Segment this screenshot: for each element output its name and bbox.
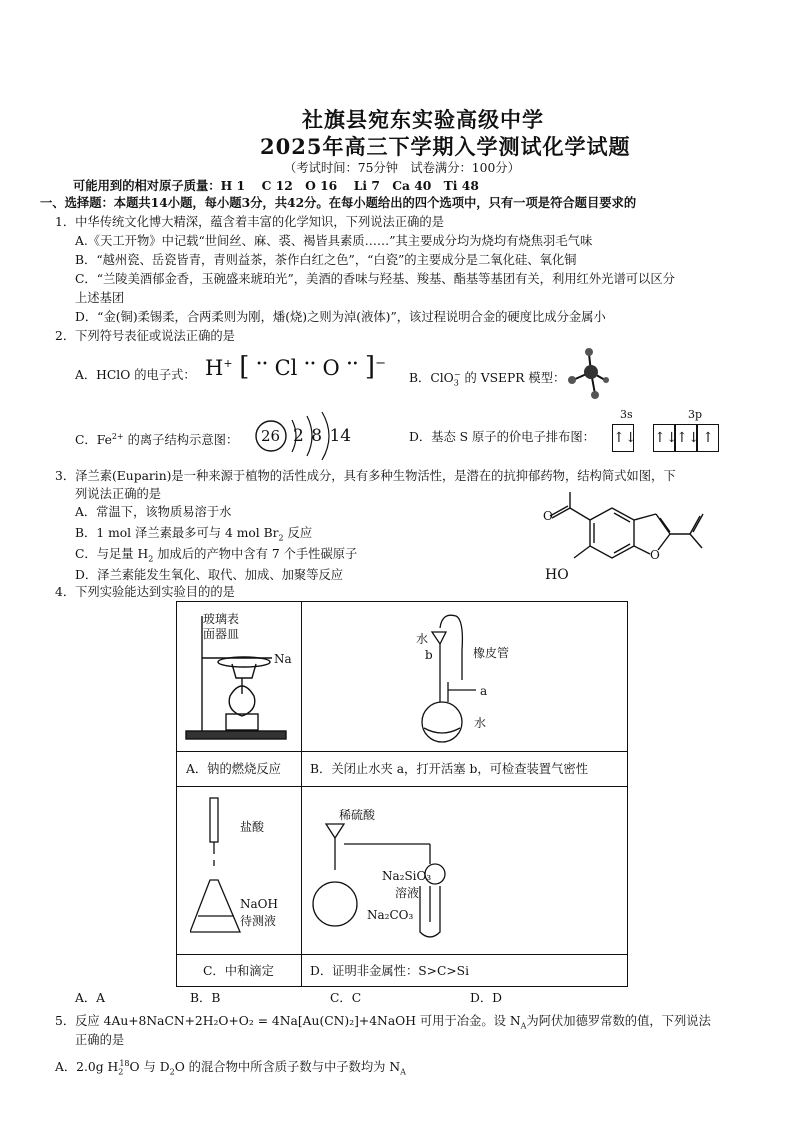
q2-option-d-label: D．基态 S 原子的价电子排布图： [409, 430, 595, 444]
furan-oxygen: O [650, 548, 660, 562]
label-water-flask: 水 [474, 716, 487, 730]
chlorine-symbol: Cl [274, 356, 298, 380]
caption-b: B．关闭止水夹 a，打开活塞 b，可检查装置气密性 [310, 762, 588, 776]
q5-stem-cont: 正确的是 [75, 1033, 125, 1047]
q2-option-a-label: A．HClO 的电子式： [75, 368, 196, 382]
q2-option-b-tail: 的 VSEPR 模型： [464, 371, 566, 386]
label-sodium: Na [274, 652, 292, 666]
q2-option-c-label: C．Fe [75, 433, 112, 448]
q3-option-d: D．泽兰素能发生氧化、取代、加成、加聚等反应 [75, 568, 344, 582]
caption-d: D．证明非金属性：S>C>Si [310, 964, 470, 978]
caption-c: C．中和滴定 [203, 964, 274, 978]
orbital-3p-label: 3p [688, 408, 703, 421]
q4-option-a: A．A [75, 991, 106, 1005]
q5-reaction-text: 5．反应 4Au+8NaCN+2H₂O+O₂ = 4Na[Au(CN)₂]+4NaOH 可用于冶金。设 N [55, 1014, 521, 1028]
vsepr-model-image [565, 342, 615, 402]
q1-option-c: C．“兰陵美酒郁金香，玉碗盛来琥珀光”，美酒的香味与羟基、羧基、酯基等基团有关，利用红外光谱可以区分 [75, 272, 675, 286]
oxygen-symbol: O [322, 356, 340, 380]
q5-stem-tail: 为阿伏加德罗常数的值，下列说法 [526, 1014, 711, 1028]
q1-option-a: A.《天工开物》中记载“世间丝、麻、裘、褐皆具素质……”其主要成分均为烧均有烧焦羽毛气味 [75, 234, 593, 248]
q3-option-c-tail: 加成后的产物中含有 7 个手性碳原子 [157, 547, 358, 561]
q2-stem: 2．下列符号表征或说法正确的是 [55, 329, 235, 343]
carbonyl-oxygen: O [543, 509, 553, 523]
q4-stem: 4．下列实验能达到实验目的的是 [55, 585, 235, 599]
q3-option-b-text: B．1 mol 泽兰素最多可与 4 mol Br [75, 526, 279, 540]
school-name: 社旗县宛东实验高级中学 [302, 107, 544, 132]
hydroxyl-label: HO [545, 567, 569, 583]
hclo-electron-formula: H+ [ •• Cl •• O •• ]− [205, 352, 386, 382]
q5-stem: 5．反应 4Au+8NaCN+2H₂O+O₂ = 4Na[Au(CN)₂]+4NaOH 可用于冶金。设 $N_A$为阿伏加德罗常数的值，下列说法 [55, 1014, 711, 1031]
q3-option-c-text: C．与足量 H [75, 547, 149, 561]
label-sodium-silicate: Na₂SiO₃ [382, 869, 432, 883]
label-test-solution: 待测液 [240, 914, 277, 928]
caption-a: A．钠的燃烧反应 [186, 762, 281, 776]
q2-option-b: B．ClO$_3$− 的 VSEPR 模型： [409, 370, 566, 388]
orbital-3s-box: ↑↓ [612, 424, 634, 452]
q2-option-c: C．$Fe^{2+}$ 的离子结构示意图： [75, 432, 239, 448]
label-glass-dish-1: 玻璃表 [203, 612, 240, 626]
q5-option-a-tail: O 的混合物中所含质子数与中子数均为 N [174, 1060, 401, 1075]
q4-option-b: B．B [190, 991, 221, 1005]
q5-option-a: A．2.0g $H_2^{18}O$ 与 $D_2O$ 的混合物中所含质子数与中子数均为 $N_A$ [55, 1059, 406, 1077]
exam-title: 2025年高三下学期入学测试化学试题 [260, 134, 631, 159]
q4-option-d: D．D [470, 991, 503, 1005]
orbital-3p-box-3: ↑ [697, 424, 719, 452]
label-clamp-a: a [480, 684, 488, 698]
exam-info: （考试时间：75分钟 试卷满分：100分） [284, 161, 520, 175]
label-sodium-carbonate: Na₂CO₃ [367, 908, 414, 922]
label-solution: 溶液 [395, 886, 420, 900]
q2-option-b-label: B．ClO [409, 371, 454, 386]
atomic-masses: 可能用到的相对原子质量：H 1 C 12 O 16 Li 7 Ca 40 Ti 48 [73, 178, 479, 193]
q5-option-a-text: A．2.0g H [55, 1060, 119, 1075]
q2-option-c-tail: 的离子结构示意图： [127, 433, 239, 448]
hydrogen-symbol: H [205, 356, 224, 380]
q3-stem-cont: 列说法正确的是 [75, 487, 162, 501]
orbital-3p-box-1: ↑↓ [653, 424, 675, 452]
q3-option-b: B．1 mol 泽兰素最多可与 4 mol $Br_2$ 反应 [75, 526, 313, 543]
q4-option-c: C．C [330, 991, 362, 1005]
label-stopcock-b: b [425, 648, 433, 662]
q3-option-b-tail: 反应 [287, 526, 313, 540]
label-water-top: 水 [416, 632, 429, 646]
q3-option-c: C．与足量 $H_2$ 加成后的产物中含有 7 个手性碳原子 [75, 547, 358, 564]
fe-electron-shells: 2 8 14 [293, 426, 352, 446]
q3-option-a: A．常温下，该物质易溶于水 [75, 505, 232, 519]
orbital-3p-box-2: ↑↓ [675, 424, 697, 452]
q5-option-a-mid: O 与 D [129, 1060, 170, 1075]
orbital-3s-label: 3s [620, 408, 633, 421]
section-heading: 一、选择题：本题共14小题，每小题3分，共42分。在每小题给出的四个选项中，只有一项是符合题目要求的 [40, 195, 637, 210]
label-naoh: NaOH [240, 897, 278, 911]
q1-option-b: B．“越州瓷、岳瓷皆青，青则益茶，茶作白红之色”，“白瓷”的主要成分是二氧化硅、氧化铜 [75, 253, 577, 267]
label-rubber-tube: 橡皮管 [473, 646, 510, 660]
fe-nucleus-charge: 26 [261, 427, 281, 445]
label-hydrochloric-acid: 盐酸 [240, 820, 265, 834]
q1-stem: 1．中华传统文化博大精深，蕴含着丰富的化学知识，下列说法正确的是 [55, 215, 445, 229]
q1-option-d: D．“金(铜)柔锡柔，合两柔则为刚，燔(烧)之则为淖(液体)”，该过程说明合金的硬度比成分金属小 [75, 310, 606, 324]
q3-stem: 3．泽兰素(Euparin)是一种来源于植物的活性成分，具有多种生物活性，是潜在的抗抑郁药物，结构简式如图，下 [55, 469, 676, 483]
q1-option-c-cont: 上述基团 [75, 291, 125, 305]
label-dilute-sulfuric-acid: 稀硫酸 [339, 808, 376, 822]
label-glass-dish-2: 面器皿 [203, 627, 240, 641]
